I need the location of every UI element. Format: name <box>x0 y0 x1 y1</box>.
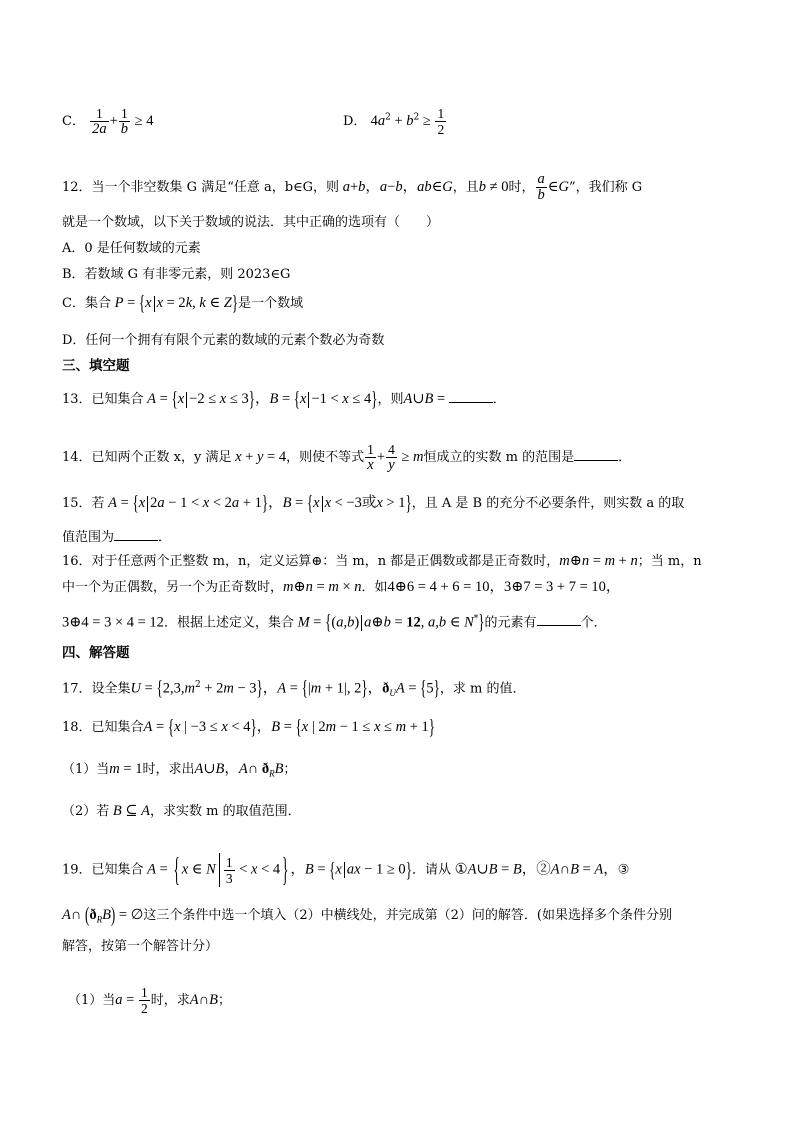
fraction: $\frac{1}{2a}$ <box>92 106 107 137</box>
q13-mid: ，则 <box>377 392 404 407</box>
q19-part1-b: 时，求 <box>150 993 190 1008</box>
q11-option-c: C． $\frac{1}{2a}$ + $\frac{1}{b}$ ≥ 4 <box>62 106 154 137</box>
q19-line2-tail: 这三个条件中选一个填入（2）中横线处，并完成第（2）问的解答．(如果选择多个条件分别 <box>143 908 672 923</box>
q12-stem-text-c: 时， <box>508 180 535 195</box>
q11-option-d: D． $4a^2 + b^2$ ≥ $\frac{1}{2}$ <box>343 106 445 137</box>
q11-option-c-label: C． <box>62 114 85 129</box>
answer-blank[interactable] <box>449 390 493 403</box>
q12-stem-text: 12．当一个非空数集 G 满足“任意 a，b∈G，则 <box>62 180 340 195</box>
q16-line1: 16．对于任意两个正整数 m，n，定义运算⊕：当 m，n 都是正偶数或都是正奇数时，m⊕n = m + n；当 m，n <box>62 553 702 569</box>
q12-stem-text-b: ，且 <box>452 180 479 195</box>
fraction: $\frac{a}{b}$ <box>537 171 545 203</box>
q13: 13．已知集合 A = {x −2 ≤ x ≤ 3}，B = {x −1 < x ≤ 4}，则A∪B = ． <box>62 386 506 411</box>
q12-option-d: D．任何一个拥有有限个元素的数域的元素个数必为奇数 <box>62 333 385 348</box>
answer-blank[interactable] <box>537 613 581 626</box>
q18-part2: （2）若 B ⊆ A，求实数 m 的取值范围． <box>62 803 301 819</box>
q18-part2-b: ，求实数 m 的取值范围． <box>150 804 301 819</box>
fraction: $\frac{1}{2}$ <box>437 106 445 137</box>
q19-stem-line3: 解答，按第一个解答计分） <box>62 939 219 954</box>
q16-line3-tail: 的元素有 <box>484 615 537 631</box>
q14: 14．已知两个正数 x，y 满足 x + y = 4，则使不等式 $\frac{1}{x}$ + $\frac{4}{y}$ ≥ m恒成立的实数 m 的范围是 ． <box>62 442 632 473</box>
q19-part1-a: （1）当 <box>68 993 116 1008</box>
q15-tail: ，且 A 是 B 的充分不必要条件，则实数 a 的取 <box>411 496 685 511</box>
q12-stem-line1: 12．当一个非空数集 G 满足“任意 a，b∈G，则 a+b，a−b，ab∈G，且b ≠ 0时， $\frac{a}{b}$ ∈G”，我们称 G <box>62 171 643 203</box>
q18-stem: 18．已知集合A = {x | −3 ≤ x < 4}，B = {x | 2m − 1 ≤ x ≤ m + 1} <box>62 714 436 739</box>
q12-stem-text-d: ”，我们称 G <box>569 180 643 195</box>
q12-option-c-label: C．集合 <box>62 296 111 311</box>
fraction: $\frac{1}{b}$ <box>120 106 129 137</box>
q18-part1: （1）当m = 1时，求出A∪B，A∩ $ð_RB$； <box>62 761 297 779</box>
q16-line2: 中一个为正偶数，另一个为正奇数时，m⊕n = m × n．如4⊕6 = 4 + 6 = 10，3⊕7 = 3 + 7 = 10， <box>62 579 621 595</box>
q17-label: 17．设全集 <box>62 681 131 697</box>
section-title-solutions: 四、解答题 <box>62 645 130 661</box>
q18-part1-end: ； <box>283 762 297 777</box>
q14-label: 14．已知两个正数 x，y 满足 <box>62 450 232 465</box>
q16-line3: 3⊕4 = 3 × 4 = 12．根据上述定义，集合 M = {(a,b) a⊕b = 12, a,b ∈ N*}的元素有 个． <box>62 609 607 634</box>
q17: 17．设全集$U = \{2,3,m^2 + 2m - 3\}$，A = {|m + 1|, 2}，$ð_UA = \{5\}$，求 m 的值． <box>62 675 526 700</box>
fraction: $\frac{1}{2}$ <box>140 985 148 1016</box>
q17-tail: ，求 m 的值． <box>439 681 526 697</box>
q19-part1: （1）当a = $\frac{1}{2}$ 时，求A∩B； <box>68 985 231 1016</box>
q18-label: 18．已知集合 <box>62 720 144 735</box>
answer-blank[interactable] <box>574 448 618 461</box>
q12-option-c-tail: 是一个数域 <box>238 296 304 311</box>
fraction: $\frac{1}{x}$ <box>367 442 374 473</box>
q19-condition3-mark: ③ <box>617 862 630 878</box>
q12-option-a: A．0 是任何数域的元素 <box>62 241 201 256</box>
q16-line1-tail: ；当 m，n <box>637 554 702 569</box>
q11-option-d-label: D． <box>343 114 367 129</box>
q12-option-c: C．集合 P = {x x = 2k, k ∈ Z}是一个数域 <box>62 290 304 315</box>
fraction: $\frac{1}{3}$ <box>225 854 233 886</box>
q16-line3-end: 个． <box>580 615 607 631</box>
q16-line1-text: 16．对于任意两个正整数 m，n，定义运算⊕：当 m，n 都是正偶数或都是正奇数时， <box>62 554 560 569</box>
q15-line1: 15．若 A = {x 2a − 1 < x < 2a + 1}，B = {x x < −3或x > 1}，且 A 是 B 的充分不必要条件，则实数 a 的取 <box>62 490 685 515</box>
q18-part1-b: 时，求出 <box>142 762 195 777</box>
q18-part1-a: （1）当 <box>62 762 110 777</box>
q19-stem-line2: A∩ $(ð_RB)$ = ∅这三个条件中选一个填入（2）中横线处，并完成第（2）问的解答．(如果选择多个条件分别 <box>62 902 672 927</box>
q19-label: 19．已知集合 <box>62 862 144 878</box>
q19-stem-line1: 19．已知集合 A = { x ∈ N $\frac{1}{3}$ < x < 4 } ，B = {x ax − 1 ≥ 0}．请从 ①A∪B = B，②A∩B = A，③ <box>62 848 630 888</box>
q14-end: ． <box>618 450 632 465</box>
q14-tail: 恒成立的实数 m 的范围是 <box>423 450 575 465</box>
answer-blank[interactable] <box>114 528 158 541</box>
q12-option-b: B．若数域 G 有非零元素，则 2023∈G <box>62 267 291 282</box>
q14-mid: ，则使不等式 <box>286 450 365 465</box>
q12-stem-line2: 就是一个数域，以下关于数域的说法．其中正确的选项有（ ） <box>62 215 440 230</box>
q15-label: 15．若 <box>62 496 105 511</box>
q15-end: ． <box>158 530 172 545</box>
q13-end: ． <box>492 392 506 407</box>
q19-choose: ．请从 <box>411 862 451 878</box>
q15-line2-text: 值范围为 <box>62 530 115 545</box>
q15-line2 <box>62 528 171 547</box>
q18-part2-a: （2）若 <box>62 804 110 819</box>
q19-part1-end: ； <box>217 993 231 1008</box>
q16-line2-text: 中一个为正偶数，另一个为正奇数时， <box>62 580 284 595</box>
q16-line2-mid: ．如 <box>361 580 388 595</box>
section-title-fill-in: 三、填空题 <box>62 358 130 374</box>
q13-label: 13．已知集合 <box>62 392 144 407</box>
q16-line3-text: ．根据上述定义，集合 <box>163 615 294 631</box>
fraction: $\frac{4}{y}$ <box>388 442 395 473</box>
